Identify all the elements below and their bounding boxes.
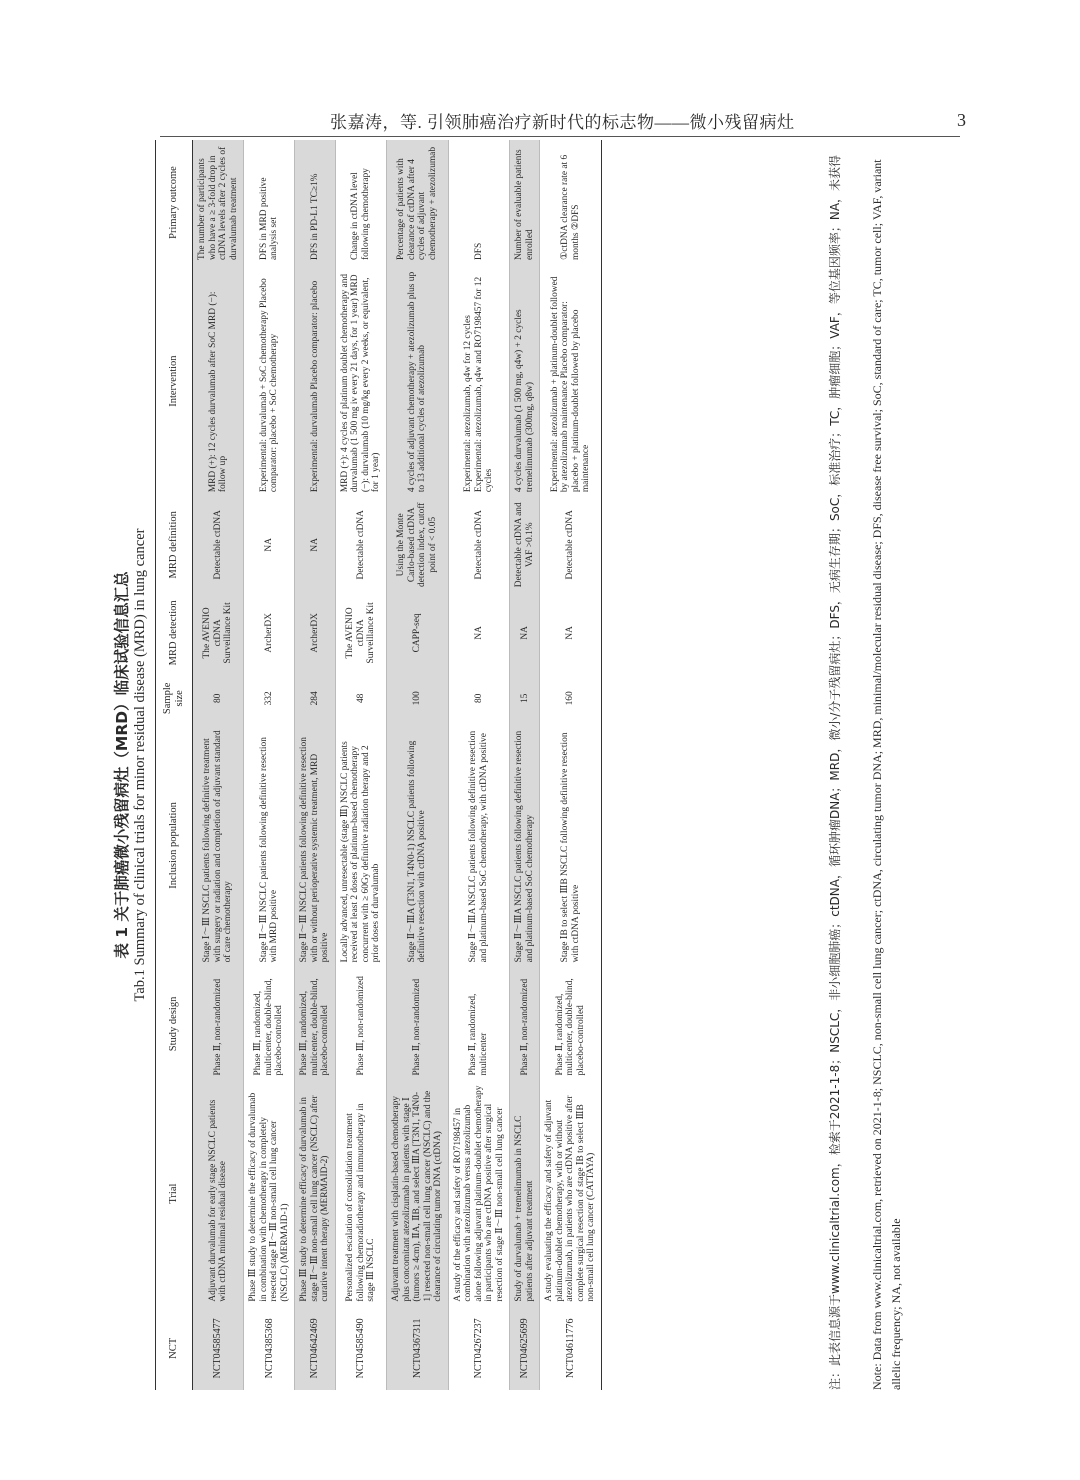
cell-intervention: MRD (+): 12 cycles durvalumab after SoC MRD (−): follow up xyxy=(193,265,244,497)
cell-mrd-definition: NA xyxy=(244,497,295,592)
cell-mrd-definition: Detectable ctDNA and VAF >0.1% xyxy=(510,497,540,592)
column-header-mrd-definition: MRD definition xyxy=(156,497,193,592)
cell-population: Stage Ⅱ～ⅢA NSCLC patients following definitive resection and platinum-based SoC chemotherapy xyxy=(510,723,540,967)
column-header-trial: Trial xyxy=(156,1080,193,1306)
cell-trial: Study of durvalumab + tremelimumab in NSCLC patients after adjuvant treatment xyxy=(510,1080,540,1306)
cell-trial: Adjuvant durvalumab for early stage NSCLC patients with ctDNA minimal residual disease xyxy=(193,1080,244,1306)
cell-mrd-detection: NA xyxy=(540,592,602,673)
cell-sample-size: 332 xyxy=(244,673,295,723)
cell-mrd-definition: Detectable ctDNA xyxy=(335,497,386,592)
cell-design: Phase Ⅲ, randomized, multicenter, double-blind, placebo-controlled xyxy=(295,967,336,1080)
column-header-intervention: Intervention xyxy=(156,265,193,497)
cell-intervention: MRD (+): 4 cycles of platinum doublet chemotherapy and durvalumab (1 500 mg iv every 21 days, for 1 year) MRD (−): durvalumab (10 mg/kg every 2 weeks, or equivalent, for 1 year) xyxy=(335,265,386,497)
table-caption-en: Tab.1 Summary of clinical trials for minor residual disease (MRD) in lung cancer xyxy=(132,528,148,1002)
table-row xyxy=(540,140,602,1390)
cell-intervention: Experimental: atezolizumab + platinum-doublet followed by atezolizumab maintenance Placebo comparator: placebo + platinum-doublet followed by placebo maintenance xyxy=(540,265,602,497)
table-row xyxy=(335,140,386,1390)
cell-mrd-definition: Detectable ctDNA xyxy=(540,497,602,592)
cell-outcome: DFS xyxy=(448,140,510,265)
trials-table xyxy=(155,140,602,1390)
cell-outcome: Change in ctDNA level following chemotherapy xyxy=(335,140,386,265)
cell-sample-size: 80 xyxy=(193,673,244,723)
cell-population: Stage Ⅱ～Ⅲ NSCLC patients following definitive resection with or without perioperative systemic treatment, MRD positive xyxy=(295,723,336,967)
cell-trial: Phase Ⅲ study to determine efficacy of durvalumab in stage Ⅱ～Ⅲ non-small cell lung cancer (NSCLC) after curative intent therapy (MERMAID-2) xyxy=(295,1080,336,1306)
cell-sample-size: 80 xyxy=(448,673,510,723)
cell-sample-size: 284 xyxy=(295,673,336,723)
cell-intervention: 4 cycles of adjuvant chemotherapy + atezolizumab plus up to 13 additional cycles of atezolizumab xyxy=(386,265,448,497)
cell-trial: A study of the efficacy and safety of RO7198457 in combination with atezolizumab versus atezolizumab alone following adjuvant platinum-doublet chemotherapy in participants who are ctDNA positive after surgical resection of stage Ⅱ～Ⅲ non-small cell lung cancer xyxy=(448,1080,510,1306)
cell-population: Stage ⅠB to select ⅢB NSCLC following definitive resection with ctDNA positive xyxy=(540,723,602,967)
cell-intervention: Experimental: atezolizumab, q4w for 12 cycles Experimental: atezolizumab, q4w and RO7198457 for 12 cycles xyxy=(448,265,510,497)
cell-intervention: Experimental: durvalumab + SoC chemotherapy Placebo comparator: placebo + SoC chemotherapy xyxy=(244,265,295,497)
cell-nct: NCT04642469 xyxy=(295,1307,336,1390)
table-row xyxy=(244,140,295,1390)
cell-outcome: Number of evaluable patients enrolled xyxy=(510,140,540,265)
column-header-mrd-detection: MRD detection xyxy=(156,592,193,673)
cell-mrd-detection: The AVENIO ctDNA Surveillance Kit xyxy=(193,592,244,673)
cell-nct: NCT04585490 xyxy=(335,1307,386,1390)
cell-design: Phase Ⅲ, non-randomized xyxy=(335,967,386,1080)
cell-population: Stage Ⅰ～Ⅲ NSCLC patients following definitive treatment with surgery or radiation and completion of adjuvant standard of care chemotherapy xyxy=(193,723,244,967)
header-rule xyxy=(160,136,960,137)
table-note-zh: 注：此表信息源于www.clinicaltrial.com，检索于2021-1-8；NSCLC，非小细胞肺癌；ctDNA，循环肿瘤DNA；MRD，微小/分子残留病灶；DFS，无病生存期；SoC，标准治疗；TC，肿瘤细胞；VAF，等位基因频率；NA，未获得 xyxy=(828,154,842,1390)
cell-population: Stage Ⅱ～Ⅲ NSCLC patients following definitive resection with MRD positive xyxy=(244,723,295,967)
table-header-row xyxy=(156,140,193,1390)
cell-intervention: 4 cycles durvalumab (1 500 mg, q4w) + 2 cycles tremelimumab (300mg, q8w) xyxy=(510,265,540,497)
cell-mrd-detection: NA xyxy=(448,592,510,673)
cell-trial: Adjuvant treatment with cisplatin-based chemotherapy plus concomitant atezolizumab in patients with stage Ⅰ (tumors ≥ 4cm), ⅡA, ⅡB, and select ⅢA [T3N1, T4N0-1] resected non-small cell lung cancer (NSCLC) and the clearance of circulating tumor DNA (ctDNA) xyxy=(386,1080,448,1306)
column-header-primary-outcome: Primary outcome xyxy=(156,140,193,265)
cell-intervention: Experimental: durvalumab Placebo comparator: placebo xyxy=(295,265,336,497)
table-row xyxy=(448,140,510,1390)
table-note-en: Note: Data from www.clinicaltrial.com, retrieved on 2021-1-8; NSCLC, non-small cell lung cancer; ctDNA, circulating tumor DNA; MRD, minimal/molecular residual disease; DFS, disease free survival; SoC, standard of care; TC, tumor cell; VAF, variant allelic frequency; NA, not available xyxy=(870,159,903,1390)
cell-nct: NCT04367311 xyxy=(386,1307,448,1390)
table-row xyxy=(510,140,540,1390)
cell-design: Phase Ⅱ, non-randomized xyxy=(510,967,540,1080)
cell-nct: NCT04385368 xyxy=(244,1307,295,1390)
cell-population: Stage Ⅱ～ⅢA NSCLC patients following definitive resection and platinum-based SoC chemotherapy, with ctDNA positive xyxy=(448,723,510,967)
cell-nct: NCT04267237 xyxy=(448,1307,510,1390)
cell-nct: NCT04611776 xyxy=(540,1307,602,1390)
page-number: 3 xyxy=(957,110,966,130)
cell-outcome: The number of participants who have a ≥ 3-fold drop in ctDNA levels after 2 cycles of durvalumab treatment xyxy=(193,140,244,265)
cell-population: Stage Ⅱ～ⅢA (T3N1, T4N0-1) NSCLC patients following definitive resection with ctDNA positive xyxy=(386,723,448,967)
table-caption-zh: 表 1 关于肺癌微小残留病灶（MRD）临床试验信息汇总 xyxy=(113,571,131,959)
cell-trial: A study evaluating the efficacy and safety of adjuvant platinum-doublet chemotherapy, with or without atezolizumab, in patients who are ctDNA positive after complete surgical resection of stage ⅠB to select ⅢB non-small cell lung cancer (CATTAYA) xyxy=(540,1080,602,1306)
cell-design: Phase Ⅱ, randomized, multicenter, double-blind, placebo-controlled xyxy=(540,967,602,1080)
cell-sample-size: 100 xyxy=(386,673,448,723)
cell-population: Locally advanced, unresectable (stage Ⅲ) NSCLC patients received at least 2 doses of platinum-based chemotherapy concurrent with ≥ 60Gy definitive radiation therapy and 2 prior doses of durvalumab xyxy=(335,723,386,967)
rotated-table-block xyxy=(110,140,940,1390)
cell-mrd-detection: ArcherDX xyxy=(244,592,295,673)
table-row xyxy=(193,140,244,1390)
cell-sample-size: 48 xyxy=(335,673,386,723)
cell-sample-size: 15 xyxy=(510,673,540,723)
cell-design: Phase Ⅱ, non-randomized xyxy=(193,967,244,1080)
cell-trial: Personalized escalation of consolidation treatment following chemoradiotherapy and immunotherapy in stage Ⅲ NSCLC xyxy=(335,1080,386,1306)
column-header-sample-size: Sample size xyxy=(156,673,193,723)
cell-outcome: ①ctDNA clearance rate at 6 months ②DFS xyxy=(540,140,602,265)
cell-outcome: Percentage of patients with clearance of ctDNA after 4 cycles of adjuvant chemotherapy + atezolizumab xyxy=(386,140,448,265)
table-row xyxy=(386,140,448,1390)
cell-mrd-detection: ArcherDX xyxy=(295,592,336,673)
column-header-nct: NCT xyxy=(156,1307,193,1390)
cell-mrd-detection: NA xyxy=(510,592,540,673)
cell-mrd-definition: NA xyxy=(295,497,336,592)
cell-mrd-definition: Detectable ctDNA xyxy=(448,497,510,592)
cell-design: Phase Ⅱ, randomized, multicenter xyxy=(448,967,510,1080)
cell-sample-size: 160 xyxy=(540,673,602,723)
cell-design: Phase Ⅲ, randomized, multicenter, double-blind, placebo-controlled xyxy=(244,967,295,1080)
column-header-study-design: Study design xyxy=(156,967,193,1080)
table-row xyxy=(295,140,336,1390)
cell-trial: Phase Ⅲ study to determine the efficacy of durvalumab in combination with chemotherapy in completely resected stage Ⅱ～Ⅲ non-small cell lung cancer (NSCLC) (MERMAID-1) xyxy=(244,1080,295,1306)
cell-nct: NCT04625699 xyxy=(510,1307,540,1390)
cell-mrd-definition: Using the Monte Carlo-based ctDNA detection index, cutoff point of < 0.05 xyxy=(386,497,448,592)
cell-outcome: DFS in MRD positive analysis set xyxy=(244,140,295,265)
running-header: 张嘉涛，等. 引领肺癌治疗新时代的标志物——微小残留病灶 xyxy=(330,113,795,132)
cell-outcome: DFS in PD-L1 TC≥1% xyxy=(295,140,336,265)
cell-design: Phase Ⅱ, non-randomized xyxy=(386,967,448,1080)
cell-mrd-detection: The AVENIO ctDNA Surveillance Kit xyxy=(335,592,386,673)
cell-mrd-definition: Detectable ctDNA xyxy=(193,497,244,592)
column-header-inclusion-population: Inclusion population xyxy=(156,723,193,967)
cell-mrd-detection: CAPP-seq xyxy=(386,592,448,673)
cell-nct: NCT04585477 xyxy=(193,1307,244,1390)
